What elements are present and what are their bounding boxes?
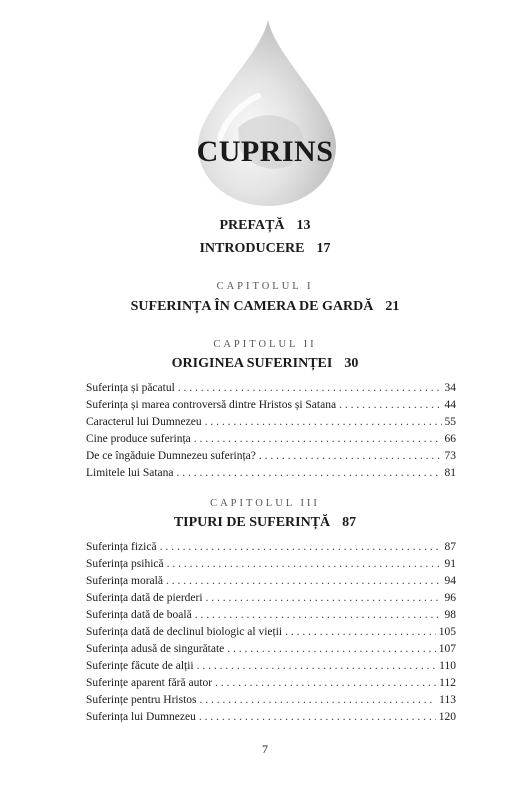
toc-entry xyxy=(86,397,456,414)
leader-dots xyxy=(178,380,442,397)
toc-entry-title: Suferințe făcute de alții xyxy=(86,660,194,672)
leader-dots xyxy=(259,448,442,465)
toc-entry-title: Suferința dată de boală xyxy=(86,609,192,621)
toc-entry-title: Suferința și păcatul xyxy=(86,382,175,394)
chapter-title-text: SUFERINȚA ÎN CAMERA DE GARDĂ xyxy=(130,299,374,314)
leader-dots xyxy=(195,607,442,624)
toc-entry-title: De ce îngăduie Dumnezeu suferința? xyxy=(86,450,256,462)
chapter-page: 21 xyxy=(385,299,400,314)
toc-entry xyxy=(86,380,456,397)
toc-entry-title: Suferința dată de pierderi xyxy=(86,592,203,604)
toc-entry-page: 105 xyxy=(438,626,456,638)
leader-dots xyxy=(200,692,437,709)
toc-entry xyxy=(86,556,456,573)
chapter-title xyxy=(0,515,530,531)
toc-front-label: INTRODUCERE xyxy=(199,241,305,256)
chapter-label: CAPITOLUL I xyxy=(216,281,314,292)
leader-dots xyxy=(339,397,441,414)
leader-dots xyxy=(215,675,436,692)
page-title: CUPRINS xyxy=(196,135,334,168)
toc-entry-title: Limitele lui Satana xyxy=(86,467,174,479)
toc-entry xyxy=(86,431,456,448)
toc-entry xyxy=(86,590,456,607)
toc-entry-title: Suferința dată de declinul biologic al vieții xyxy=(86,626,283,638)
toc-entry-page: 66 xyxy=(444,433,456,445)
toc-entry-page: 91 xyxy=(444,558,456,570)
leader-dots xyxy=(194,431,442,448)
toc-entry xyxy=(86,675,456,692)
chapter-title-text: ORIGINEA SUFERINȚEI xyxy=(171,356,333,371)
toc-entry-page: 87 xyxy=(444,541,456,553)
toc-entry-page: 81 xyxy=(444,467,456,479)
toc-front-preface xyxy=(0,218,530,234)
toc-front-page: 13 xyxy=(296,218,311,233)
toc-entries-chapter-3 xyxy=(86,539,456,726)
toc-entry xyxy=(86,539,456,556)
toc-entry-page: 98 xyxy=(444,609,456,621)
toc-entries-chapter-2 xyxy=(86,380,456,482)
chapter-label: CAPITOLUL II xyxy=(213,339,317,350)
leader-dots xyxy=(166,573,442,590)
water-drop-icon xyxy=(168,18,358,208)
toc-entry xyxy=(86,658,456,675)
toc-entry-page: 112 xyxy=(439,677,456,689)
leader-dots xyxy=(285,624,436,641)
leader-dots xyxy=(206,590,442,607)
leader-dots xyxy=(197,658,437,675)
toc-entry xyxy=(86,414,456,431)
toc-entry-title: Caracterul lui Dumnezeu xyxy=(86,416,202,428)
toc-entry-title: Suferința fizică xyxy=(86,541,157,553)
page-number: 7 xyxy=(262,742,268,756)
toc-entry-title: Suferința adusă de singurătate xyxy=(86,643,225,655)
leader-dots xyxy=(205,414,442,431)
toc-entry-page: 120 xyxy=(438,711,456,723)
toc-entry-title: Suferința morală xyxy=(86,575,163,587)
toc-entry-page: 94 xyxy=(444,575,456,587)
toc-entry-title: Suferința lui Dumnezeu xyxy=(86,711,196,723)
toc-front-label: PREFAȚĂ xyxy=(219,218,285,233)
toc-entry-title: Suferințe aparent fără autor xyxy=(86,677,213,689)
toc-entry xyxy=(86,448,456,465)
toc-entry xyxy=(86,573,456,590)
toc-entry xyxy=(86,607,456,624)
toc-entry-page: 113 xyxy=(439,694,456,706)
toc-front-introduction xyxy=(0,241,530,257)
toc-entry xyxy=(86,709,456,726)
chapter-page: 87 xyxy=(342,515,357,530)
toc-entry-page: 73 xyxy=(444,450,456,462)
toc-entry-title: Suferințe pentru Hristos xyxy=(86,694,197,706)
toc-entry-page: 110 xyxy=(439,660,456,672)
chapter-label: CAPITOLUL III xyxy=(210,498,320,509)
toc-entry xyxy=(86,465,456,482)
toc-front-page: 17 xyxy=(316,241,331,256)
chapter-title-text: TIPURI DE SUFERINȚĂ xyxy=(173,515,331,530)
toc-entry-page: 107 xyxy=(438,643,456,655)
toc-entry-page: 44 xyxy=(444,399,456,411)
toc-entry xyxy=(86,641,456,658)
leader-dots xyxy=(177,465,442,482)
toc-entry-page: 96 xyxy=(444,592,456,604)
toc-entry-title: Cine produce suferința xyxy=(86,433,191,445)
toc-entry-page: 34 xyxy=(444,382,456,394)
leader-dots xyxy=(167,556,442,573)
chapter-page: 30 xyxy=(344,356,359,371)
leader-dots xyxy=(160,539,442,556)
chapter-title xyxy=(0,356,530,372)
toc-entry-title: Suferința psihică xyxy=(86,558,164,570)
leader-dots xyxy=(199,709,436,726)
toc-entry xyxy=(86,692,456,709)
toc-entry-title: Suferința și marea controversă dintre Hristos și Satana xyxy=(86,399,337,411)
toc-entry-page: 55 xyxy=(444,416,456,428)
toc-entry xyxy=(86,624,456,641)
leader-dots xyxy=(227,641,435,658)
chapter-title xyxy=(0,299,530,315)
